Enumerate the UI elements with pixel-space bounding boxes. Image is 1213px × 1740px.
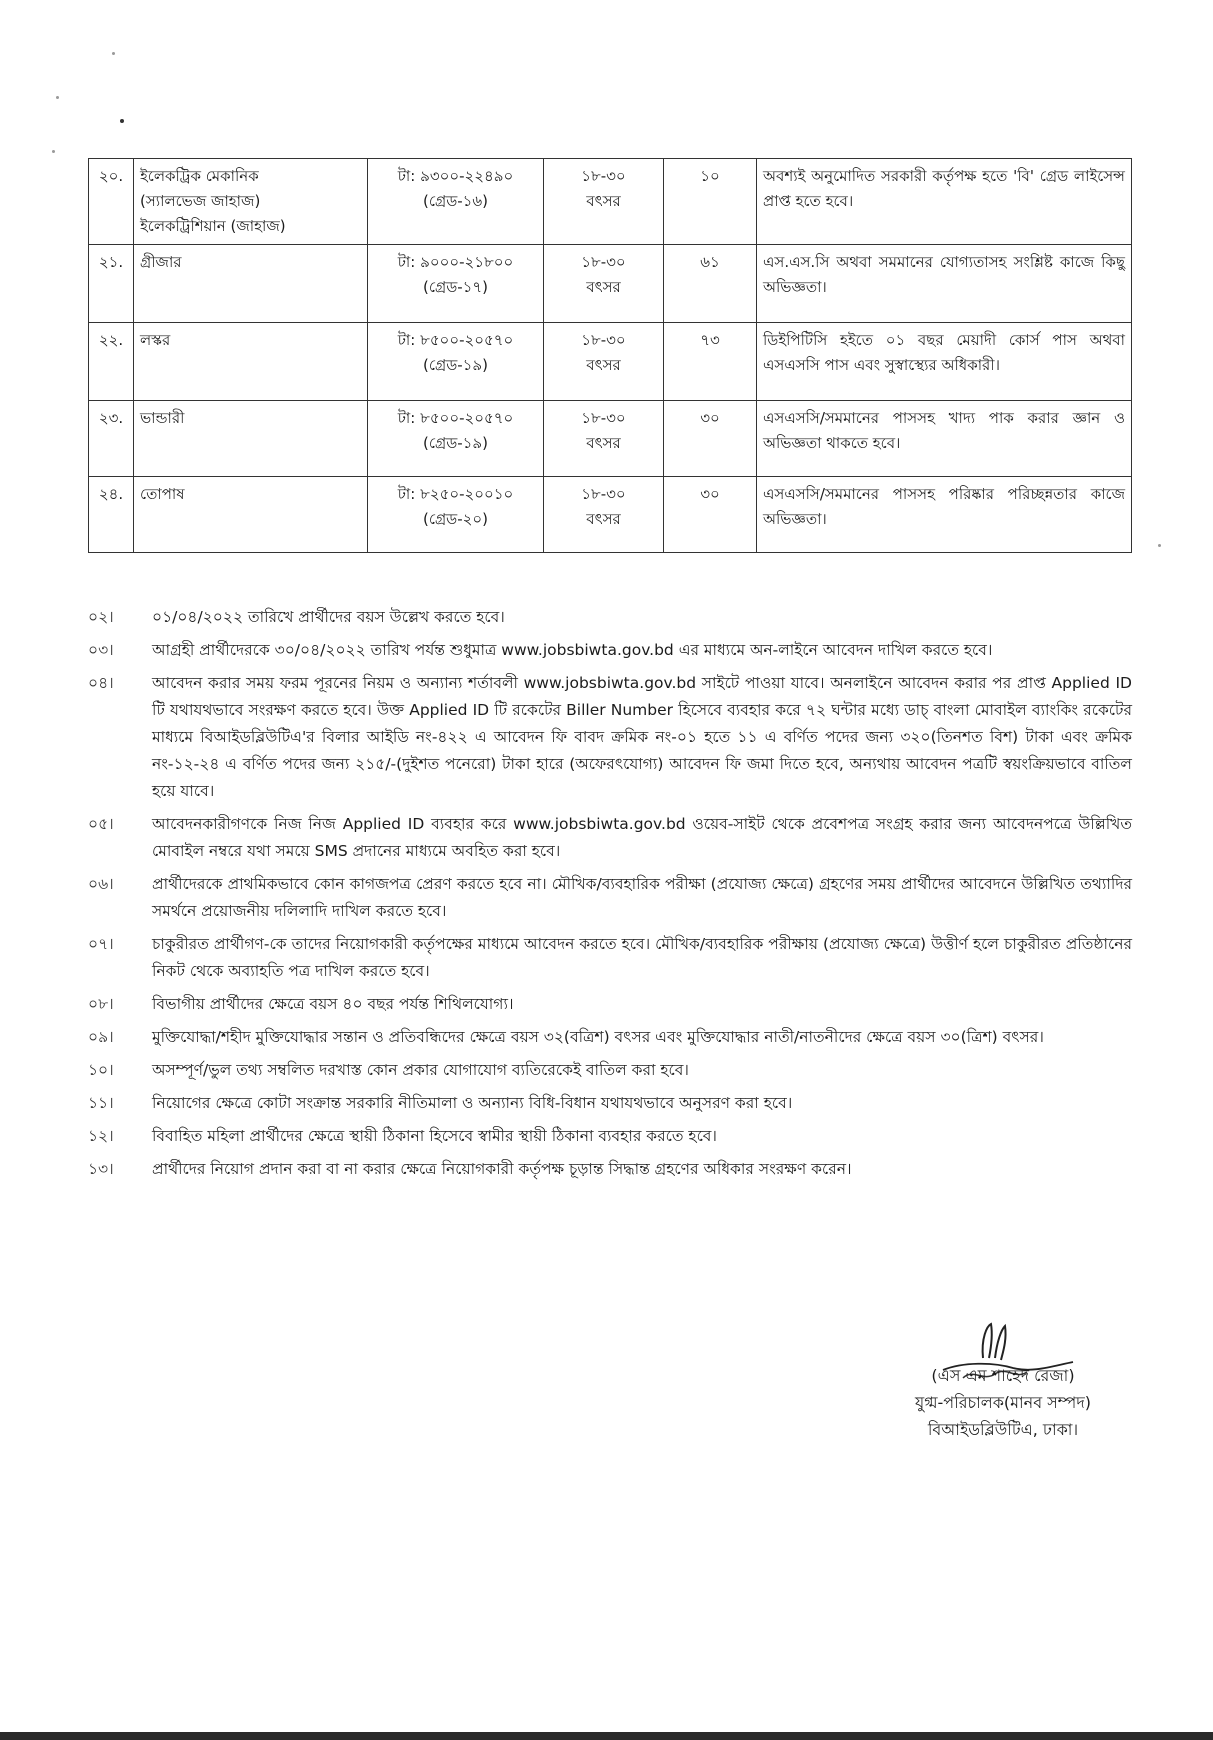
serial-number: ২১. [98,253,124,271]
post-title-cell [134,245,368,323]
post-title-cell [134,323,368,401]
condition-text: বিভাগীয় প্রার্থীদের ক্ষেত্রে বয়স ৪০ বছর পর্যন্ত শিথিলযোগ্য। [152,995,514,1013]
age-limit-cell [544,159,664,245]
condition-item [88,670,1132,805]
pay-scale-cell [368,159,544,245]
qualification-text: এস.এস.সি অথবা সমমানের যোগ্যতাসহ সংশ্লিষ্ট কাজে কিছু অভিজ্ঞতা। [763,253,1125,296]
post-count-cell [664,477,757,553]
pay-scale: টা: ৯৩০০-২২৪৯০ [397,167,514,185]
condition-number: ০২। [88,608,114,626]
condition-text: প্রার্থীদের নিয়োগ প্রদান করা বা না করার ক্ষেত্রে নিয়োগকারী কর্তৃপক্ষ চূড়ান্ত সিদ্ধান্ত গ্রহণের অধিকার সংরক্ষণ করেন। [152,1160,852,1178]
pay-grade: (গ্রেড-১৬) [423,192,488,210]
condition-text: আগ্রহী প্রার্থীদেরকে ৩০/০৪/২০২২ তারিখ পর্যন্ত শুধুমাত্র www.jobsbiwta.gov.bd এর মাধ্যমে অন-লাইনে আবেদন দাখিল করতে হবে। [152,641,993,659]
condition-number: ১১। [88,1094,114,1112]
qualification-cell [757,323,1132,401]
age-range: ১৮-৩০ [581,253,626,271]
age-unit: বৎসর [586,510,621,528]
age-range: ১৮-৩০ [581,409,626,427]
scan-speck [1158,544,1161,547]
post-count-cell [664,323,757,401]
serial-cell [89,245,134,323]
age-limit-cell [544,323,664,401]
condition-item [88,637,1132,664]
qualification-text: ডিইপিটিসি হইতে ০১ বছর মেয়াদী কোর্স পাস অথবা এসএসসি পাস এবং সুস্বাস্থ্যের অধিকারী। [763,331,1125,374]
condition-number: ০৩। [88,641,114,659]
table-row [89,477,1132,553]
scan-speck [112,52,115,55]
age-unit: বৎসর [586,356,621,374]
post-count: ৩০ [700,409,720,427]
signature-designation: যুগ্ম-পরিচালক(মানব সম্পদ) [915,1393,1091,1412]
post-title-cell [134,159,368,245]
pay-scale: টা: ৯০০০-২১৮০০ [397,253,514,271]
condition-number: ০৮। [88,995,114,1013]
post-count-cell [664,401,757,477]
condition-item [88,871,1132,925]
condition-item [88,1156,1132,1183]
post-count: ৬১ [700,253,720,271]
pay-grade: (গ্রেড-১৯) [423,356,488,374]
pay-grade: (গ্রেড-১৯) [423,434,488,452]
condition-text: ০১/০৪/২০২২ তারিখে প্রার্থীদের বয়স উল্লেখ করতে হবে। [152,608,505,626]
serial-cell [89,323,134,401]
condition-text: আবেদনকারীগণকে নিজ নিজ Applied ID ব্যবহার করে www.jobsbiwta.gov.bd ওয়েব-সাইট থেকে প্রবেশপত্র সংগ্রহ করার জন্য আবেদনপত্রে উল্লিখিত মোবাইল নম্বরে যথা সময়ে SMS প্রদানের মাধ্যমে অবহিত করা হবে। [152,815,1132,860]
scan-speck [56,96,59,99]
pay-scale-cell [368,477,544,553]
pay-scale: টা: ৮২৫০-২০০১০ [397,485,514,503]
age-limit-cell [544,401,664,477]
condition-number: ০৪। [88,674,114,692]
condition-number: ০৭। [88,935,114,953]
condition-item [88,931,1132,985]
signature-office: বিআইডব্লিউটিএ, ঢাকা। [927,1420,1079,1439]
post-count-cell [664,245,757,323]
scan-bottom-edge [0,1732,1213,1740]
table-row [89,323,1132,401]
post-count: ৭৩ [700,331,720,349]
condition-number: ১০। [88,1061,114,1079]
signature-name: (এস এম শাহেদ রেজা) [931,1366,1075,1385]
age-range: ১৮-৩০ [581,167,626,185]
condition-number: ১৩। [88,1160,114,1178]
pay-scale-cell [368,323,544,401]
post-title-line: (স্যালভেজ জাহাজ) [140,192,261,210]
pay-scale-cell [368,401,544,477]
serial-number: ২০. [98,167,124,185]
post-title-line: ভান্ডারী [140,409,185,427]
condition-text: প্রার্থীদেরকে প্রাথমিকভাবে কোন কাগজপত্র প্রেরণ করতে হবে না। মৌখিক/ব্যবহারিক পরীক্ষা (প্রযোজ্য ক্ষেত্রে) গ্রহণের সময় প্রার্থীদের আবেদনে উল্লিখিত তথ্যাদির সমর্থনে প্রয়োজনীয় দলিলাদি দাখিল করতে হবে। [152,875,1132,920]
serial-cell [89,401,134,477]
qualification-text: অবশ্যই অনুমোদিত সরকারী কর্তৃপক্ষ হতে 'বি' গ্রেড লাইসেন্স প্রাপ্ত হতে হবে। [763,167,1125,210]
pay-scale: টা: ৮৫০০-২০৫৭০ [397,409,514,427]
signature-block [888,1318,1118,1443]
condition-text: অসম্পূর্ণ/ভুল তথ্য সম্বলিত দরখাস্ত কোন প্রকার যোগাযোগ ব্যতিরেকেই বাতিল করা হবে। [152,1061,689,1079]
pay-grade: (গ্রেড-১৭) [423,278,488,296]
condition-text: নিয়োগের ক্ষেত্রে কোটা সংক্রান্ত সরকারি নীতিমালা ও অন্যান্য বিধি-বিধান যথাযথভাবে অনুসরণ করা হবে। [152,1094,793,1112]
scan-speck [52,150,55,153]
condition-item [88,1024,1132,1051]
condition-item [88,604,1132,631]
scan-speck [120,119,124,123]
condition-number: ০৫। [88,815,114,833]
qualification-cell [757,159,1132,245]
post-count-cell [664,159,757,245]
age-limit-cell [544,477,664,553]
condition-item [88,1090,1132,1117]
serial-number: ২৪. [98,485,124,503]
condition-text: মুক্তিযোদ্ধা/শহীদ মুক্তিযোদ্ধার সন্তান ও প্রতিবন্ধিদের ক্ষেত্রে বয়স ৩২(বত্রিশ) বৎসর এবং মুক্তিযোদ্ধার নাতী/নাতনীদের ক্ষেত্রে বয়স ৩০(ত্রিশ) বৎসর। [152,1028,1044,1046]
qualification-text: এসএসসি/সমমানের পাসসহ পরিষ্কার পরিচ্ছন্নতার কাজে অভিজ্ঞতা। [763,485,1125,528]
qualification-cell [757,401,1132,477]
post-count: ১০ [700,167,720,185]
post-title-line: ইলেকট্রিক মেকানিক [140,167,259,185]
condition-text: চাকুরীরত প্রার্থীগণ-কে তাদের নিয়োগকারী কর্তৃপক্ষের মাধ্যমে আবেদন করতে হবে। মৌখিক/ব্যবহারিক পরীক্ষায় (প্রযোজ্য ক্ষেত্রে) উত্তীর্ণ হলে চাকুরীরত প্রতিষ্ঠানের নিকট থেকে অব্যাহতি পত্র দাখিল করতে হবে। [152,935,1132,980]
condition-number: ১২। [88,1127,114,1145]
age-range: ১৮-৩০ [581,485,626,503]
post-title-cell [134,401,368,477]
post-title-line: লস্কর [140,331,171,349]
condition-text: আবেদন করার সময় ফরম পূরনের নিয়ম ও অন্যান্য শর্তাবলী www.jobsbiwta.gov.bd সাইটে পাওয়া যাবে। অনলাইনে আবেদন করার পর প্রাপ্ত Applied ID টি যথাযথভাবে সংরক্ষণ করতে হবে। উক্ত Applied ID টি রকেটের Biller Number হিসেবে ব্যবহার করে ৭২ ঘন্টার মধ্যে ডাচ্ বাংলা মোবাইল ব্যাংকিং রকেটের মাধ্যমে বিআইডব্লিউটিএ'র বিলার আইডি নং-৪২২ এ আবেদন ফি বাবদ ক্রমিক নং-০১ হতে ১১ এ বর্ণিত পদের জন্য ৩২০(তিনশত বিশ) টাকা এবং ক্রমিক নং-১২-২৪ এ বর্ণিত পদের জন্য ২১৫/-(দুইশত পনেরো) টাকা হারে (অফেরৎযোগ্য) আবেদন ফি জমা দিতে হবে, অন্যথায় আবেদন পত্রটি স্বয়ংক্রিয়ভাবে বাতিল হয়ে যাবে। [152,674,1133,800]
pay-scale-cell [368,245,544,323]
age-range: ১৮-৩০ [581,331,626,349]
condition-item [88,1123,1132,1150]
age-unit: বৎসর [586,434,621,452]
post-title-line: ইলেকট্রিশিয়ান (জাহাজ) [140,217,286,235]
pay-grade: (গ্রেড-২০) [423,510,488,528]
conditions-list [88,604,1132,1189]
table-row [89,159,1132,245]
age-unit: বৎসর [586,278,621,296]
post-title-line: তোপাষ [140,485,185,503]
qualification-cell [757,245,1132,323]
qualification-cell [757,477,1132,553]
condition-item [88,1057,1132,1084]
age-limit-cell [544,245,664,323]
qualification-text: এসএসসি/সমমানের পাসসহ খাদ্য পাক করার জ্ঞান ও অভিজ্ঞতা থাকতে হবে। [763,409,1125,452]
condition-text: বিবাহিত মহিলা প্রার্থীদের ক্ষেত্রে স্থায়ী ঠিকানা হিসেবে স্বামীর স্থায়ী ঠিকানা ব্যবহার করতে হবে। [152,1127,717,1145]
serial-cell [89,477,134,553]
serial-number: ২২. [98,331,124,349]
serial-number: ২৩. [98,409,124,427]
post-title-cell [134,477,368,553]
age-unit: বৎসর [586,192,621,210]
condition-item [88,811,1132,865]
condition-item [88,991,1132,1018]
pay-scale: টা: ৮৫০০-২০৫৭০ [397,331,514,349]
table-row [89,245,1132,323]
posts-table [88,158,1132,553]
post-count: ৩০ [700,485,720,503]
post-title-line: গ্রীজার [140,253,182,271]
serial-cell [89,159,134,245]
table-row [89,401,1132,477]
condition-number: ০৯। [88,1028,114,1046]
condition-number: ০৬। [88,875,114,893]
